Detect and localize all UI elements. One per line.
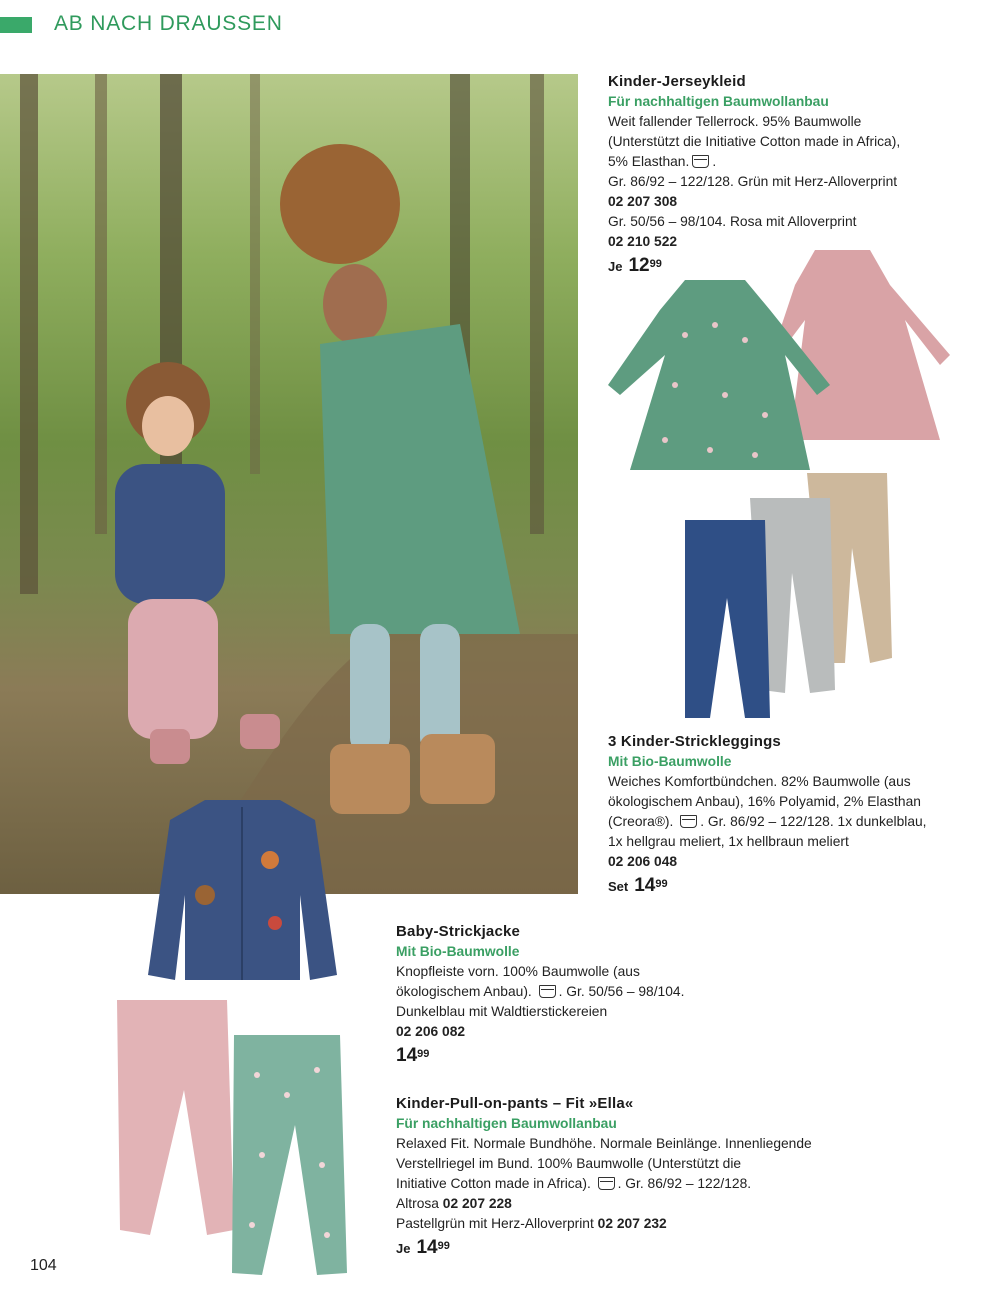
article-number: 02 206 082: [396, 1024, 466, 1039]
wash-care-icon: [680, 815, 697, 828]
product-description: Weit fallender Tellerrock. 95% Baumwolle: [608, 114, 862, 129]
product-description: Dunkelblau mit Waldtierstickereien: [396, 1004, 608, 1019]
product-description: 1x hellgrau meliert, 1x hellbraun meliert: [608, 834, 849, 849]
product-subtitle: Für nachhaltigen Baumwollanbau: [396, 1116, 617, 1131]
product-description: (Unterstützt die Initiative Cotton made in Africa),: [608, 134, 901, 149]
product-variant: Altrosa: [396, 1196, 439, 1211]
cardigan-product-image: [145, 795, 340, 985]
product-description: . Gr. 86/92 – 122/128. 1x dunkelblau,: [700, 814, 927, 829]
article-number: 02 206 048: [608, 854, 678, 869]
product-description: ökologischem Anbau), 16% Polyamid, 2% Elasthan: [608, 794, 921, 809]
wash-care-icon: [598, 1177, 615, 1190]
product-title: Kinder-Jerseykleid: [608, 73, 746, 90]
price: Je $12^{99}$: [608, 255, 662, 276]
pants-product-image: [112, 995, 352, 1277]
product-title: Kinder-Pull-on-pants – Fit »Ella«: [396, 1095, 634, 1112]
product-leggings: [608, 732, 988, 897]
product-subtitle: Mit Bio-Baumwolle: [396, 944, 520, 959]
product-variant: Gr. 86/92 – 122/128. Grün mit Herz-Alloverprint: [608, 174, 898, 189]
price: Je $14^{99}$: [396, 1237, 450, 1258]
product-title: 3 Kinder-Strickleggings: [608, 733, 781, 750]
product-description: Initiative Cotton made in Africa).: [396, 1176, 591, 1191]
product-description: Weiches Komfortbündchen. 82% Baumwolle (aus: [608, 774, 911, 789]
article-number: 02 207 232: [597, 1216, 667, 1231]
article-number: 02 207 228: [442, 1196, 512, 1211]
product-subtitle: Für nachhaltigen Baumwollanbau: [608, 94, 829, 109]
product-variant: Pastellgrün mit Herz-Alloverprint: [396, 1216, 594, 1231]
product-description: Relaxed Fit. Normale Bundhöhe. Normale Beinlänge. Innenliegende: [396, 1136, 812, 1151]
product-pants: [396, 1094, 866, 1259]
product-description: . Gr. 86/92 – 122/128.: [617, 1176, 752, 1191]
section-accent-bar: [0, 17, 32, 33]
product-description: (Creora®).: [608, 814, 674, 829]
dress-product-image: [605, 245, 965, 475]
product-description: 5% Elasthan.: [608, 154, 690, 169]
product-description: . Gr. 50/56 – 98/104.: [558, 984, 685, 999]
price: $14^{99}$: [396, 1045, 430, 1066]
leggings-product-image: [680, 468, 895, 720]
wash-care-icon: [692, 155, 709, 168]
product-title: Baby-Strickjacke: [396, 923, 521, 940]
page-number: 104: [30, 1257, 57, 1274]
article-number: 02 210 522: [608, 234, 678, 249]
product-description: Knopfleiste vorn. 100% Baumwolle (aus: [396, 964, 640, 979]
forest-scene-illustration: [0, 74, 578, 894]
section-title: AB NACH DRAUSSEN: [54, 12, 283, 35]
article-number: 02 207 308: [608, 194, 678, 209]
lifestyle-photo: [0, 74, 578, 894]
product-subtitle: Mit Bio-Baumwolle: [608, 754, 732, 769]
product-description: Verstellriegel im Bund. 100% Baumwolle (Unterstützt die: [396, 1156, 742, 1171]
product-variant: Gr. 50/56 – 98/104. Rosa mit Alloverprint: [608, 214, 857, 229]
product-dress: Kinder-Jerseykleid Für nachhaltigen Baumwollanbau Weit fallender Tellerrock. 95% Baumwolle (Unterstützt die Initiative Cotton made in Africa), 5% Elasthan. . Gr. 86/92 – 122/128. Grün mit Herz-Alloverprint 02 207 308 Gr. 50/56 – 98/104. Rosa mit Alloverprint 02 210 522 Je $12^{99}$: [608, 72, 988, 277]
price: Set $14^{99}$: [608, 875, 668, 896]
product-description: ökologischem Anbau).: [396, 984, 532, 999]
wash-care-icon: [539, 985, 556, 998]
product-cardigan: [396, 922, 756, 1066]
